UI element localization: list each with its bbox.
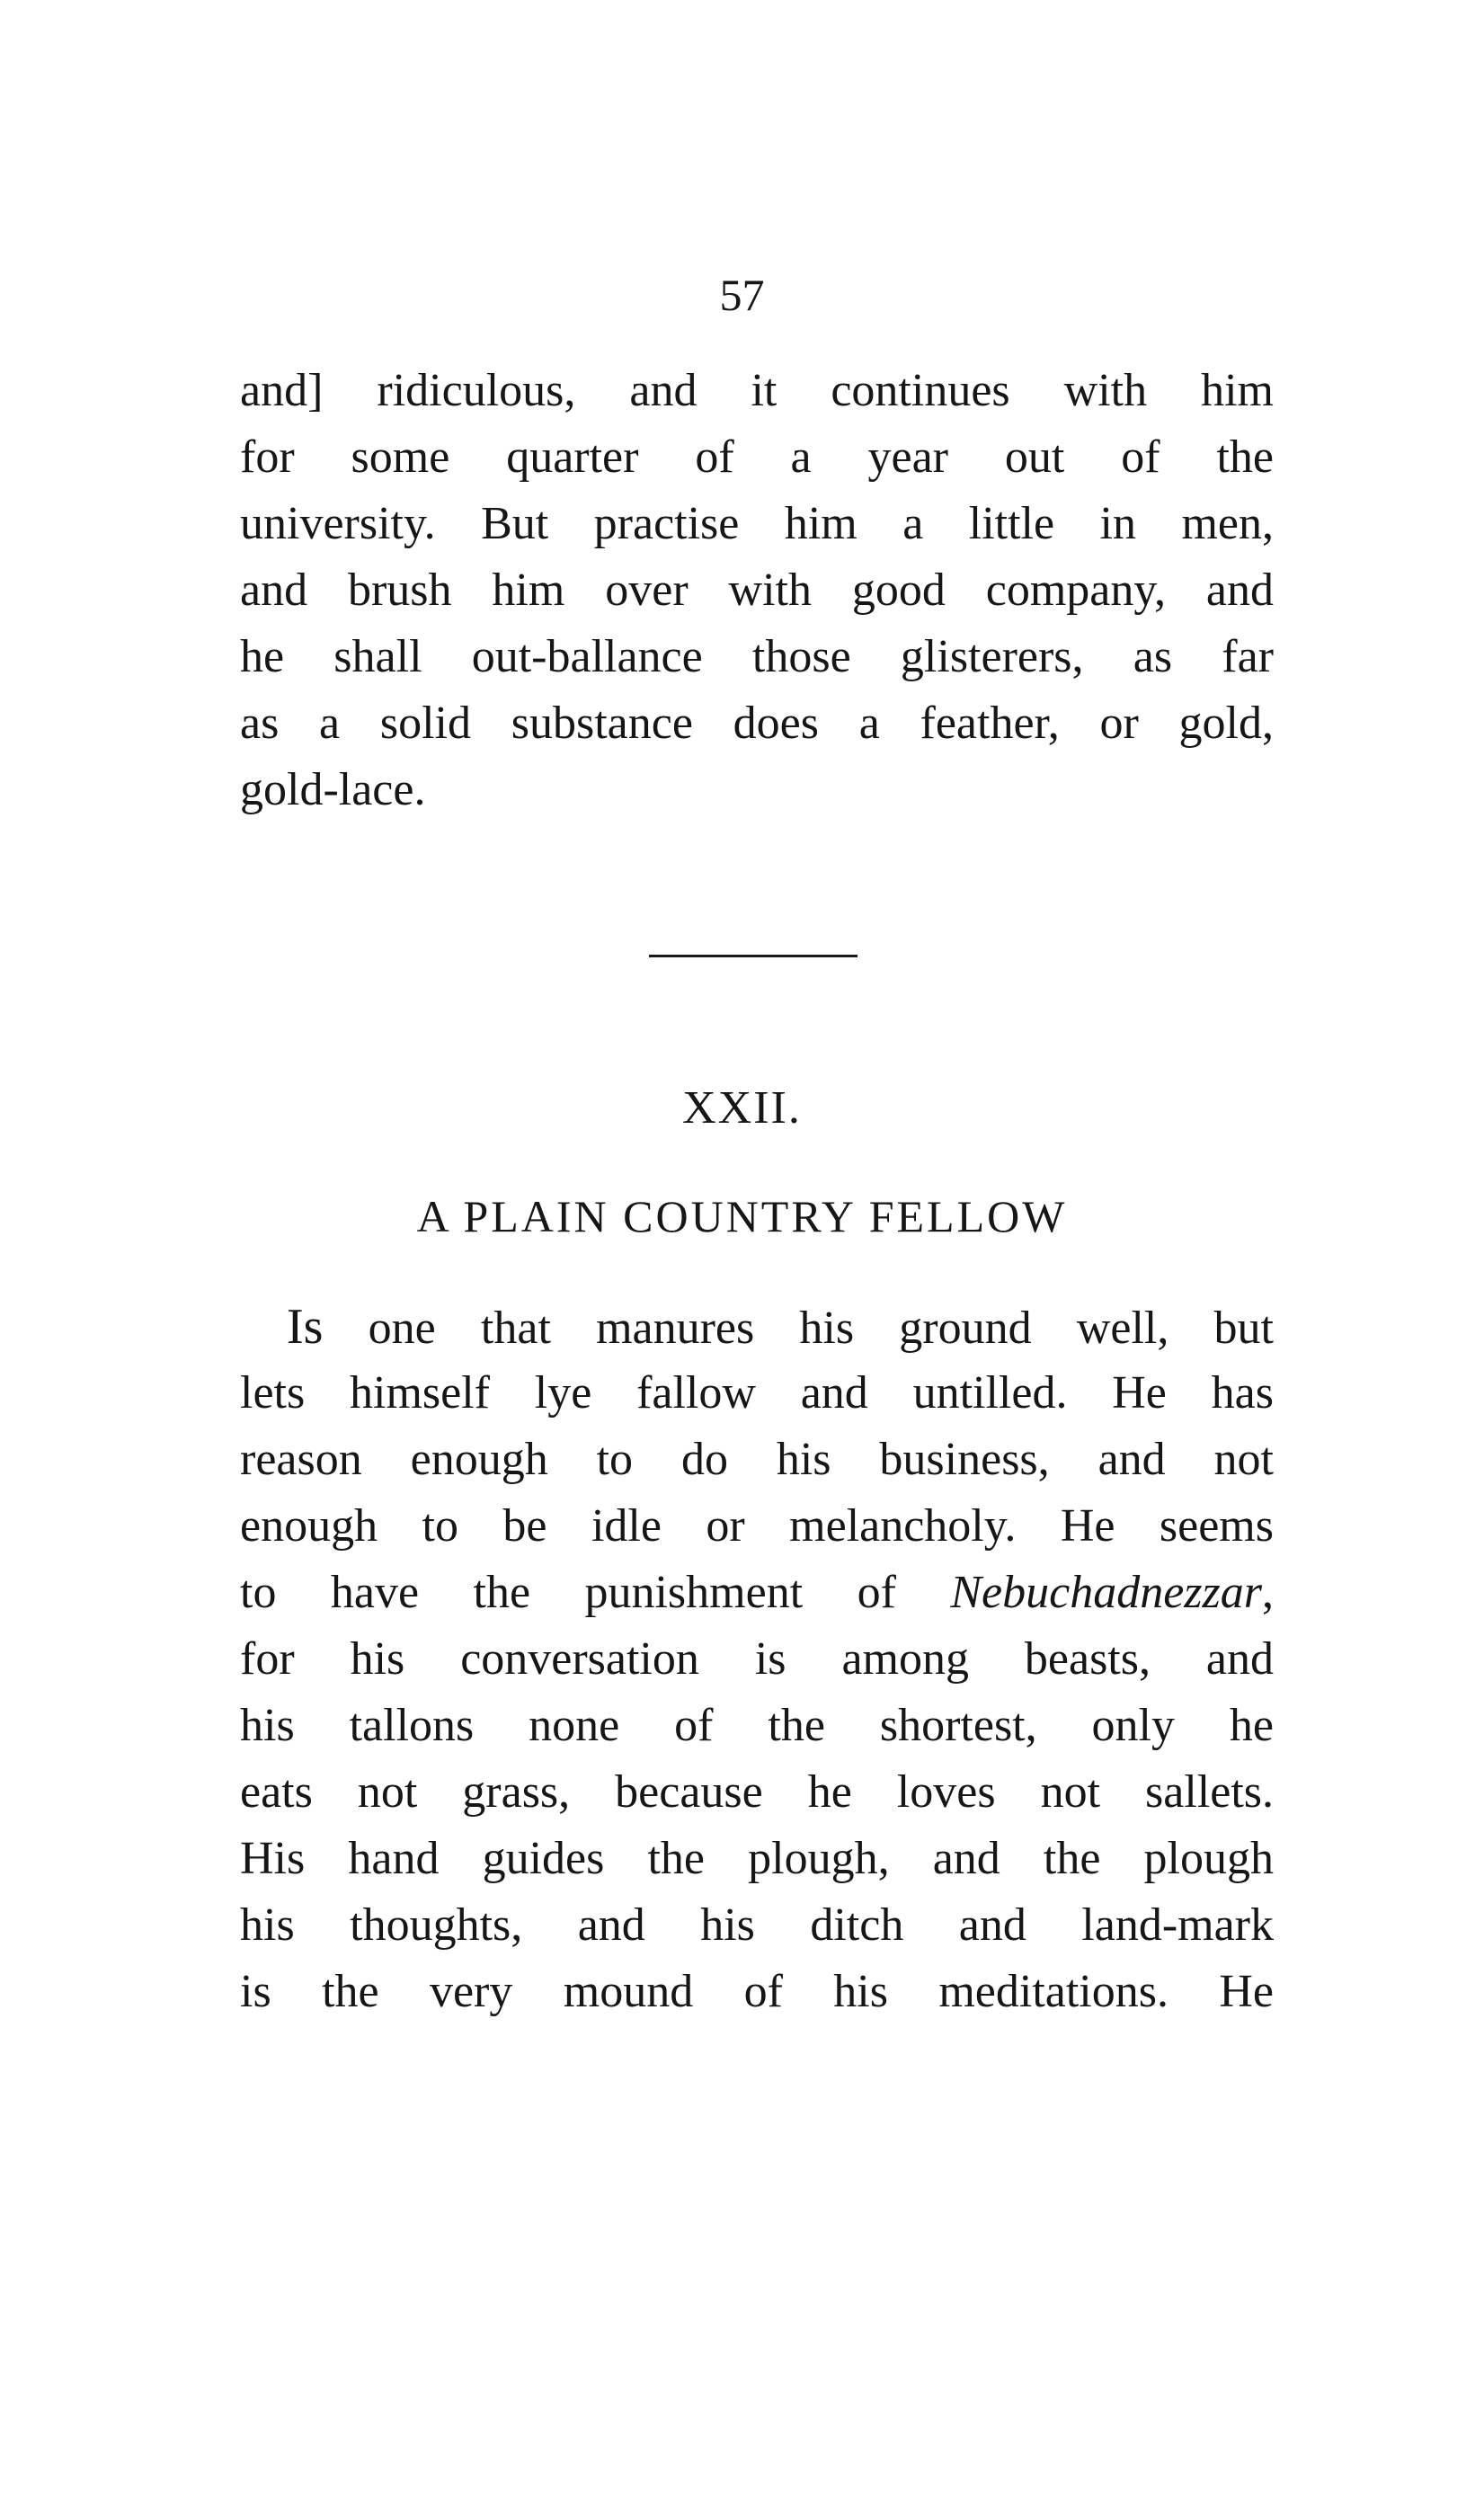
text-line: for his conversation is among beasts, and [240, 1633, 1274, 1685]
text-line: lets himself lye fallow and untilled. He has [240, 1367, 1274, 1419]
text-line: reason enough to do his business, and not [240, 1434, 1274, 1485]
text-line: enough to be idle or melancholy. He seems [240, 1500, 1274, 1552]
text-line: as a solid substance does a feather, or gold, [240, 698, 1274, 749]
text-line: his tallons none of the shortest, only he [240, 1700, 1274, 1751]
text-line: he shall out-ballance those glisterers, as far [240, 631, 1274, 682]
text-segment: one that manures his ground well, but [323, 1303, 1274, 1354]
text-line: and brush him over with good company, and [240, 565, 1274, 616]
text-line-with-italic [240, 1560, 1274, 1626]
chapter-number: XXII. [682, 1082, 802, 1134]
italic-name: Nebuchadnezzar [950, 1567, 1262, 1618]
chapter-title: A PLAIN COUNTRY FELLOW [416, 1191, 1068, 1241]
page-number: 57 [719, 270, 765, 320]
text-line: gold-lace. [240, 764, 426, 815]
continued-paragraph [240, 358, 1274, 823]
section-divider [649, 955, 858, 957]
text-line: his thoughts, and his ditch and land-mark [240, 1899, 1274, 1951]
text-segment: , [1262, 1567, 1274, 1618]
initial-word: Is [287, 1299, 324, 1355]
text-line: for some quarter of a year out of the [240, 431, 1274, 483]
text-line: university. But practise him a little in men, [240, 498, 1274, 549]
chapter-body [240, 1294, 1274, 2025]
text-segment: to have the punishment of [240, 1567, 951, 1618]
text-line: and] ridiculous, and it continues with him [240, 365, 1274, 416]
text-line: eats not grass, because he loves not sallets. [240, 1766, 1274, 1818]
text-line-first [240, 1294, 1274, 1360]
text-line: is the very mound of his meditations. He [240, 1966, 1274, 2017]
text-line: His hand guides the plough, and the plough [240, 1833, 1274, 1884]
